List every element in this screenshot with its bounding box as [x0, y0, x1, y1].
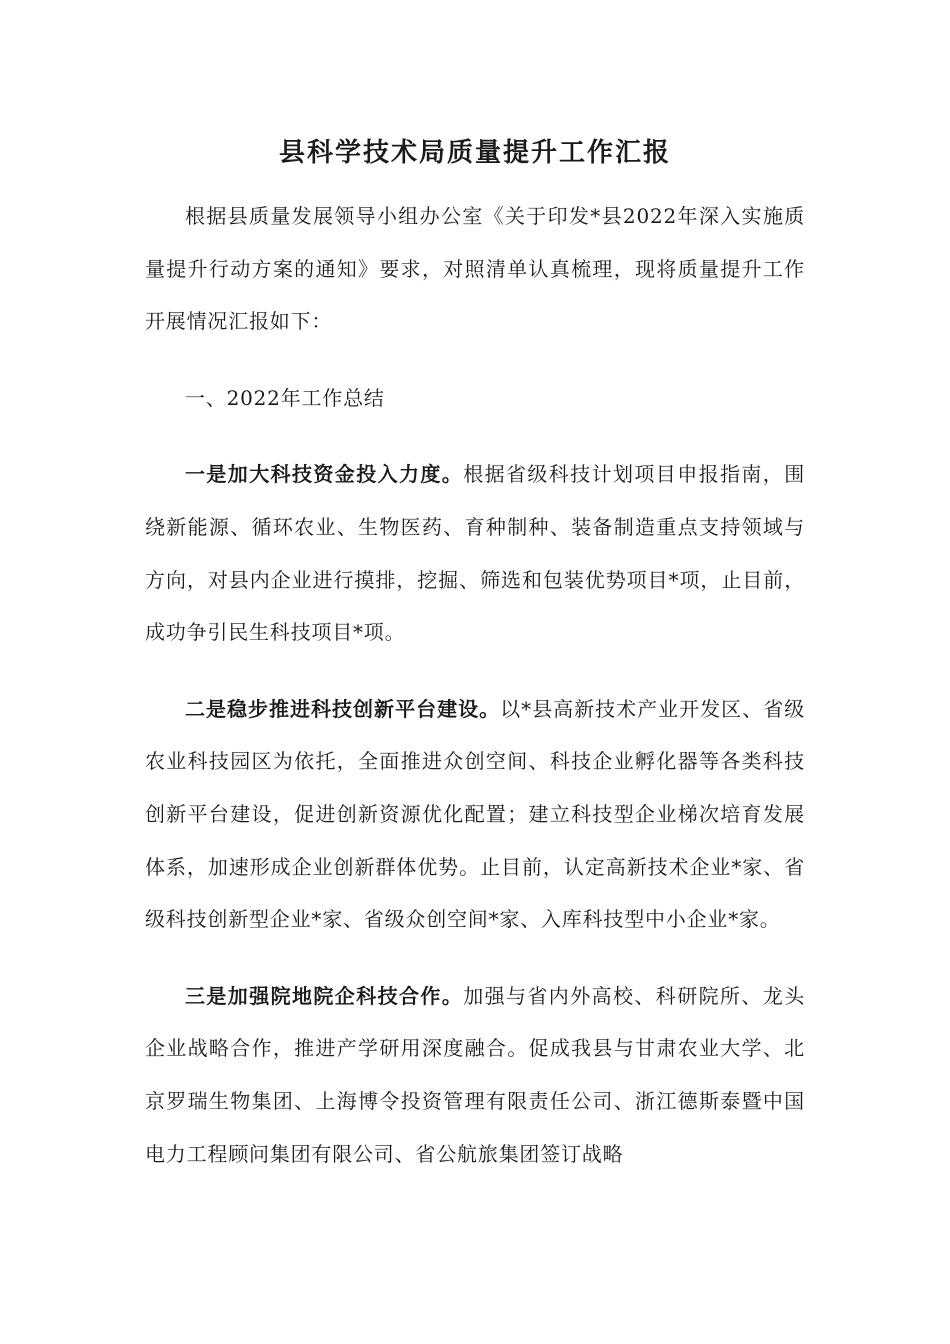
intro-paragraph: 根据县质量发展领导小组办公室《关于印发*县2022年深入实施质量提升行动方案的通知》要求，对照清单认真梳理，现将质量提升工作开展情况汇报如下：	[145, 204, 805, 334]
item-text-3: 加强与省内外高校、科研院所、龙头企业战略合作，推进产学研用深度融合。促成我县与甘肃农业大学、北京罗瑞生物集团、上海博令投资管理有限责任公司、浙江德斯泰暨中国电力工程顾问集团有限公司、省公航旅集团签订战略	[145, 983, 805, 1166]
item-lead-3: 三是加强院地院企科技合作。	[185, 983, 464, 1008]
item-paragraph-1	[145, 448, 805, 658]
item-text-1: 根据省级科技计划项目申报指南，围绕新能源、循环农业、生物医药、育种制种、装备制造重点支持领域与方向，对县内企业进行摸排，挖掘、筛选和包装优势项目*项，止目前，成功争引民生科技项目*项。	[145, 462, 805, 645]
item-paragraph-3	[145, 970, 805, 1180]
section-heading-2022-summary: 一、2022年工作总结	[185, 385, 385, 410]
document-body	[145, 190, 805, 1204]
item-lead-2: 二是稳步推进科技创新平台建设。	[185, 696, 501, 721]
item-text-2: 以*县高新技术产业开发区、省级农业科技园区为依托，全面推进众创空间、科技企业孵化器等各类科技创新平台建设，促进创新资源优化配置；建立科技型企业梯次培育发展体系，加速形成企业创新群体优势。止目前，认定高新技术企业*家、省级科技创新型企业*家、省级众创空间*家、入库科技型中小企业*家。	[145, 696, 806, 932]
document-title: 县科学技术局质量提升工作汇报	[278, 138, 671, 168]
item-lead-1: 一是加大科技资金投入力度。	[185, 462, 464, 487]
item-paragraph-2	[145, 683, 805, 946]
